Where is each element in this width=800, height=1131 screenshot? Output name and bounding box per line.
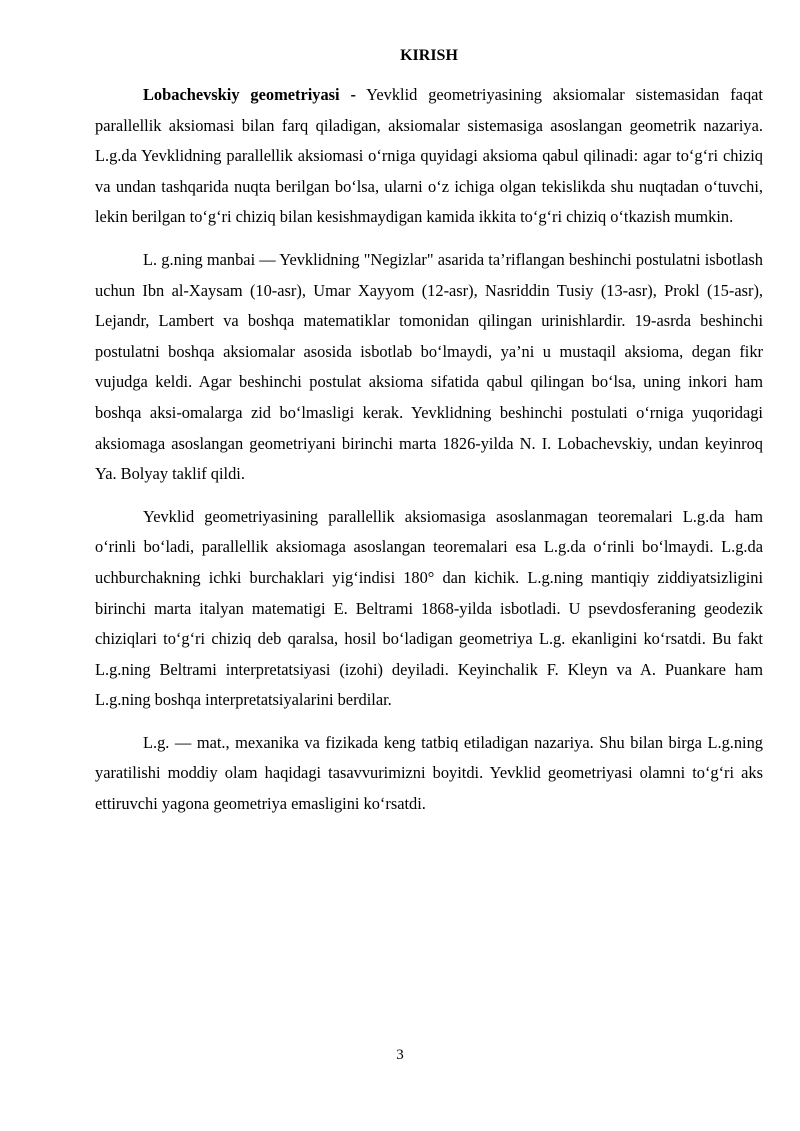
paragraph-origin: L. g.ning manbai — Yevklidning "Negizlar" asarida ta’riflangan beshinchi postulatni isbotlash uchun Ibn al-Xaysam (10-asr), Umar Xayyom (12-asr), Nasriddin Tusiy (13-asr), Prokl (15-asr), Lejandr, Lambert va boshqa matematiklar tomonidan qilingan urinishlardir. 19-asrda beshinchi postulatni boshqa aksiomalar asosida isbotlab bo‘lmaydi, ya’ni u mustaqil aksioma, degan fikr vujudga keldi. Agar beshinchi postulat aksioma sifatida qabul qilingan bo‘lsa, uning inkori ham boshqa aksi-omalarga zid bo‘lmasligi kerak. Yevklidning beshinchi postulati o‘rniga yuqoridagi aksiomaga asoslangan geometriyani birinchi marta 1826-yilda N. I. Lobachevskiy, undan keyinroq Ya. Bolyay taklif qildi. [95,249,763,484]
page-title: KIRISH [400,47,458,64]
paragraph-applications: L.g. — mat., mexanika va fizikada keng tatbiq etiladigan nazariya. Shu bilan birga L.g.ning yaratilishi moddiy olam haqidagi tasavvurimizni boyitdi. Yevklid geometriyasi olamni to‘g‘ri aks ettiruvchi yagona geometriya emasligini ko‘rsatdi. [95,732,763,814]
paragraph-definition [95,80,763,233]
paragraph-theorems: Yevklid geometriyasining parallellik aksiomasiga asoslanmagan teoremalari L.g.da ham o‘rinli bo‘ladi, parallellik aksiomaga asoslangan teoremalari esa L.g.da o‘rinli bo‘lmaydi. L.g.da uchburchakning ichki burchaklari yig‘indisi 180° dan kichik. L.g.ning mantiqiy ziddiyatsizligini birinchi marta italyan matematigi E. Beltrami 1868-yilda isbotladi. U psevdosferaning geodezik chiziqlari to‘g‘ri chiziq deb qaralsa, hosil bo‘ladigan geometriya L.g. ekanligini ko‘rsatdi. Bu fakt L.g.ning Beltrami interpretatsiyasi (izohi) deyiladi. Keyinchalik F. Kleyn va A. Puankare ham L.g.ning boshqa interpretatsiyalarini berdilar. [95,506,763,710]
document-page [95,46,763,832]
paragraph-definition-text: Yevklid geometriyasining aksiomalar sistemasidan faqat parallellik aksiomasi bilan farq qiladigan, aksiomalar sistemasiga asoslangan geometrik nazariya. L.g.da Yevklidning parallellik aksiomasi o‘rniga quyidagi aksioma qabul qilinadi: agar to‘g‘ri chiziq va undan tashqarida nuqta berilgan bo‘lsa, ularni o‘z ichiga olgan tekislikda shu nuqtadan o‘tuvchi, lekin berilgan to‘g‘ri chiziq bilan kesishmaydigan kamida ikkita to‘g‘ri chiziq o‘tkazish mumkin. [95,85,763,227]
term-lobachevskiy-geometriyasi: Lobachevskiy geometriyasi - [143,85,356,104]
page-number: 3 [396,1047,404,1063]
